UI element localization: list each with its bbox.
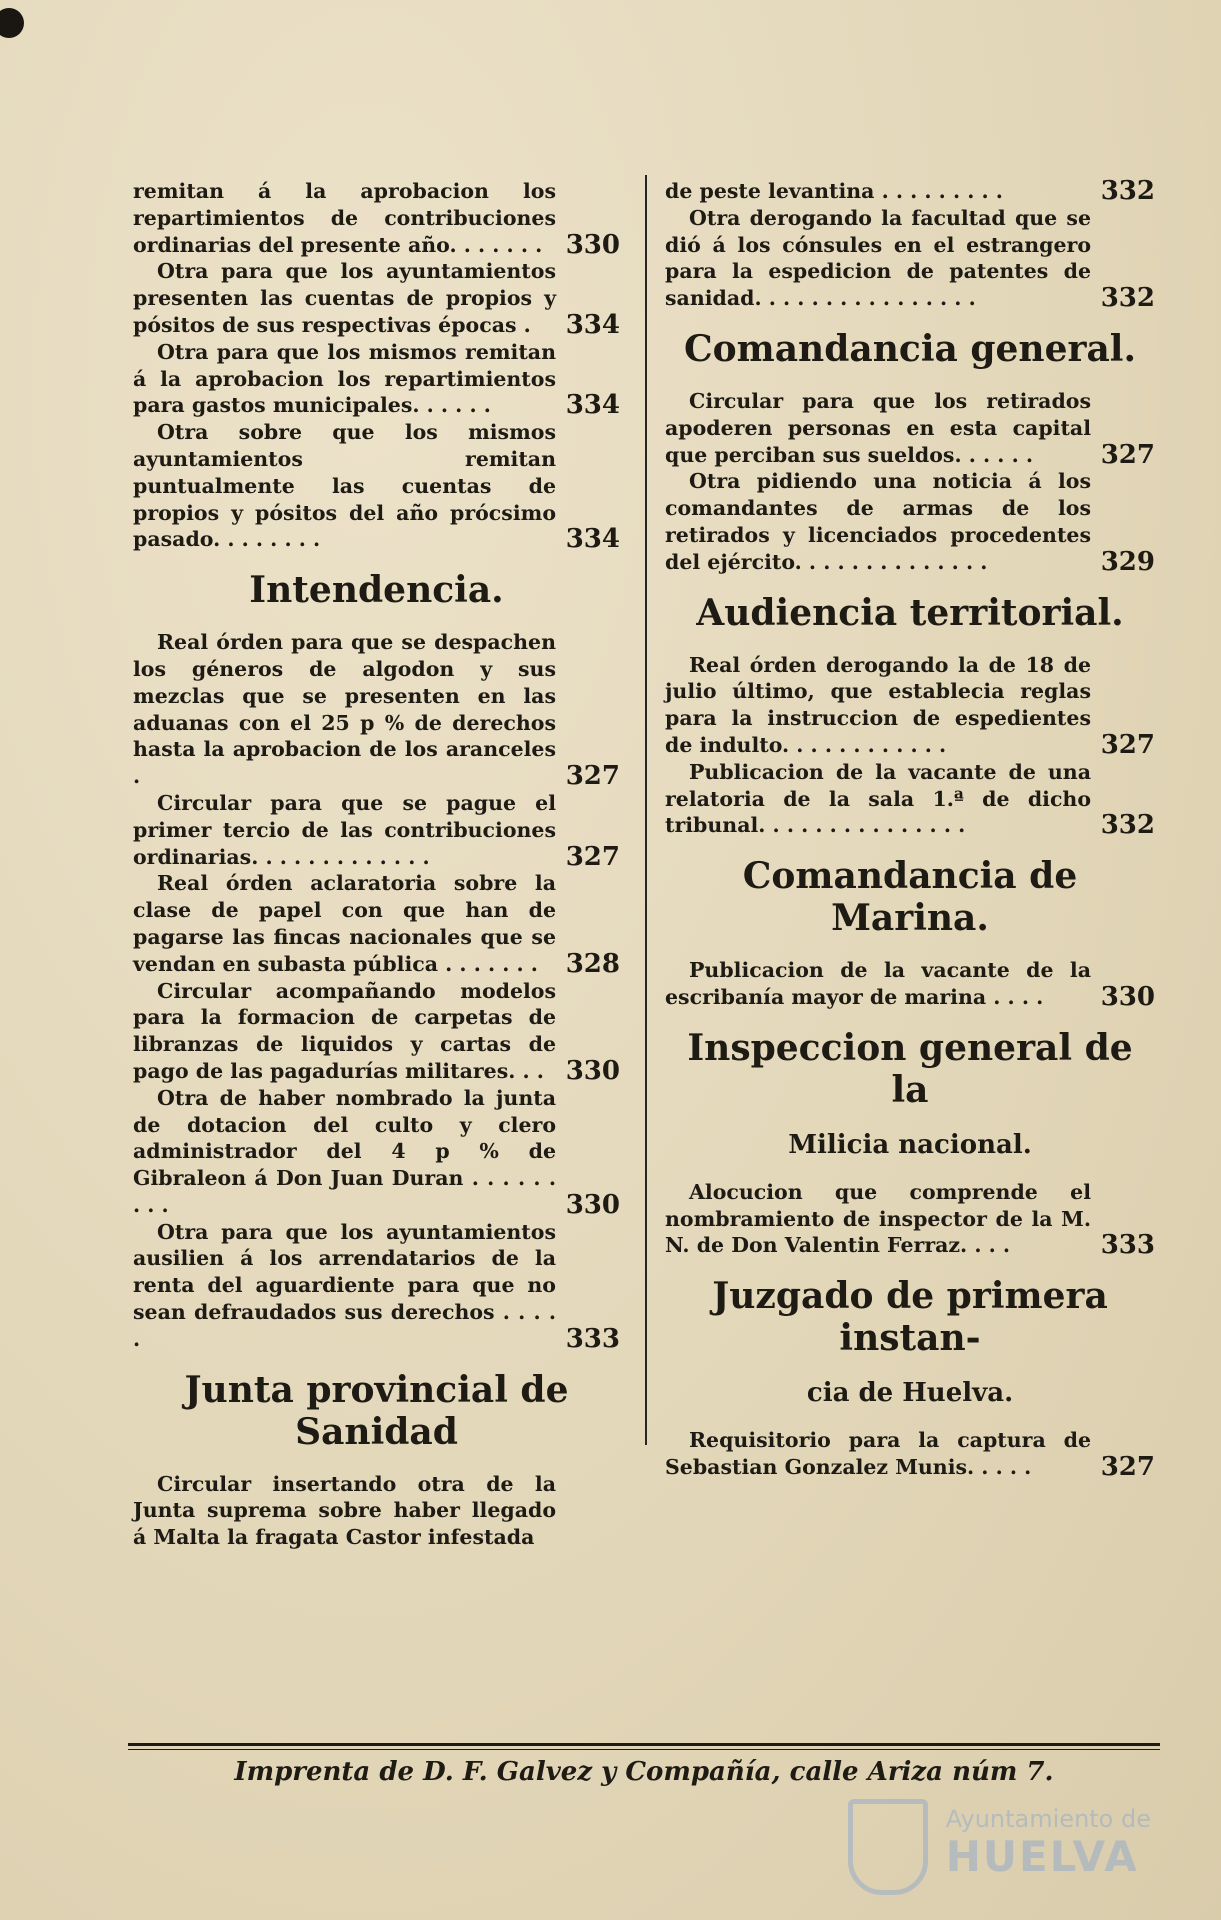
section-heading: Milicia nacional. <box>788 1129 1032 1160</box>
page-number: 330 <box>565 1055 620 1086</box>
entry-text: Otra para que los mismos remitan á la aprobacion los repartimientos para gastos municipales. . . . . . <box>133 339 556 418</box>
watermark-shield-icon <box>848 1799 928 1895</box>
index-entry <box>665 1427 1155 1481</box>
index-entry <box>665 759 1155 839</box>
entry-text: Real órden aclaratoria sobre la clase de papel con que han de pagarse las fincas nacionales que se vendan en subasta pública . . . . . . . <box>133 871 556 976</box>
section-heading: Comandancia general. <box>683 327 1137 370</box>
entry-text: Otra para que los ayuntamientos presenten las cuentas de propios y pósitos de sus respectivas épocas . <box>133 259 556 337</box>
entry-text: Requisitorio para la captura de Sebastian Gonzalez Munis. . . . . <box>665 1428 1091 1479</box>
entry-text: Circular acompañando modelos para la formacion de carpetas de libranzas de liquidos y cartas de pago de las pagadurías militares. . . <box>133 978 556 1083</box>
entry-text: remitan á la aprobacion los repartimientos de contribuciones ordinarias del presente año. . . . . . . <box>133 179 556 257</box>
page-number: 334 <box>565 390 620 421</box>
index-entry <box>665 388 1155 468</box>
section-heading: Audiencia territorial. <box>696 591 1124 634</box>
index-entry <box>665 178 1155 205</box>
entry-text: Otra de haber nombrado la junta de dotacion del culto y clero administrador del 4 p % de Gibraleon á Don Juan Duran . . . . . . . . . <box>133 1085 556 1217</box>
entry-text: Otra sobre que los mismos ayuntamientos remitan puntualmente las cuentas de propios y pósitos del año prócsimo pasado. . . . . . . . <box>133 420 556 552</box>
index-entry <box>133 339 620 419</box>
page-number: 327 <box>565 841 620 872</box>
section-heading: Juzgado de primera instan- <box>712 1275 1108 1360</box>
entry-text: Circular insertando otra de la Junta suprema sobre haber llegado á Malta la fragata Castor infestada <box>133 1471 556 1550</box>
entry-text: Otra para que los ayuntamientos ausilien á los arrendatarios de la renta del aguardiente para que no sean defraudados sus derechos . . . . . <box>133 1219 556 1351</box>
page-number: 330 <box>565 229 620 260</box>
index-entry <box>133 258 620 338</box>
watermark <box>946 1805 1151 1881</box>
left-column <box>133 178 620 1551</box>
index-entry <box>665 205 1155 312</box>
entry-text: Otra pidiendo una noticia á los comandantes de armas de los retirados y licenciados procedentes del ejército. . . . . . . . . . . . . . <box>665 469 1091 574</box>
page-number: 332 <box>1100 283 1155 314</box>
index-entry <box>133 629 620 790</box>
page-number: 330 <box>565 1189 620 1220</box>
section-heading: cia de Huelva. <box>806 1378 1014 1409</box>
section-heading: Inspeccion general de la <box>687 1026 1133 1111</box>
section-heading: Junta provincial de Sanidad <box>184 1368 569 1453</box>
ink-blot <box>0 8 24 38</box>
entry-text: Otra derogando la facultad que se dió á los cónsules en el estrangero para la espedicion de patentes de sanidad. . . . . . . . . . . . . . . . <box>665 205 1091 311</box>
index-entry <box>665 1179 1155 1259</box>
entry-text: Publicacion de la vacante de la escribanía mayor de marina . . . . <box>665 958 1091 1009</box>
page-number: 329 <box>1100 546 1155 577</box>
entry-text: Publicacion de la vacante de una relatoria de la sala 1.ª de dicho tribunal. . . . . . . . . . . . . . . <box>665 759 1091 838</box>
index-entry <box>133 419 620 553</box>
index-entry <box>133 1471 620 1551</box>
entry-text: Real órden derogando la de 18 de julio último, que establecia reglas para la instruccion de espedientes de indulto. . . . . . . . . . . . <box>665 652 1091 757</box>
page-number: 334 <box>565 309 620 340</box>
watermark-line1: Ayuntamiento de <box>945 1805 1151 1833</box>
page-number: 328 <box>565 948 620 979</box>
index-entry <box>133 978 620 1085</box>
index-entry <box>665 468 1155 575</box>
page-number: 327 <box>1100 439 1155 470</box>
page-number: 327 <box>1100 729 1155 760</box>
index-entry <box>133 790 620 870</box>
column-divider <box>645 175 647 1445</box>
page-number: 334 <box>565 524 620 555</box>
page-number: 332 <box>1100 810 1155 841</box>
printer-imprint: Imprenta de D. F. Galvez y Compañía, calle Ariza núm 7. <box>234 1757 1054 1787</box>
right-column <box>665 178 1155 1481</box>
index-entry <box>665 652 1155 759</box>
watermark-line2: HUELVA <box>945 1832 1139 1881</box>
page-number: 333 <box>565 1323 620 1354</box>
footer-rule <box>128 1743 1160 1746</box>
entry-text: de peste levantina . . . . . . . . . <box>665 179 1003 203</box>
index-entry <box>133 1085 620 1219</box>
index-entry <box>665 957 1155 1011</box>
page-number: 327 <box>1100 1451 1155 1482</box>
section-heading: Comandancia de Marina. <box>742 855 1078 940</box>
index-entry <box>133 870 620 977</box>
page-number: 330 <box>1100 981 1155 1012</box>
page-number: 333 <box>1100 1230 1155 1261</box>
entry-text: Circular para que los retirados apoderen personas en esta capital que perciban sus sueldos. . . . . . <box>665 388 1091 467</box>
footer-rule-thin <box>128 1749 1160 1750</box>
section-heading: Intendencia. <box>249 569 504 612</box>
entry-text: Alocucion que comprende el nombramiento de inspector de la M. N. de Don Valentin Ferraz. . . . <box>665 1179 1091 1258</box>
page-number: 327 <box>565 761 620 792</box>
page-number: 332 <box>1100 176 1155 206</box>
index-entry <box>133 178 620 258</box>
entry-text: Real órden para que se despachen los géneros de algodon y sus mezclas que se presenten en las aduanas con el 25 p % de derechos hasta la aprobacion de los aranceles . <box>133 630 556 789</box>
entry-text: Circular para que se pague el primer tercio de las contribuciones ordinarias. . . . . . . . . . . . . <box>133 790 556 869</box>
index-entry <box>133 1219 620 1353</box>
